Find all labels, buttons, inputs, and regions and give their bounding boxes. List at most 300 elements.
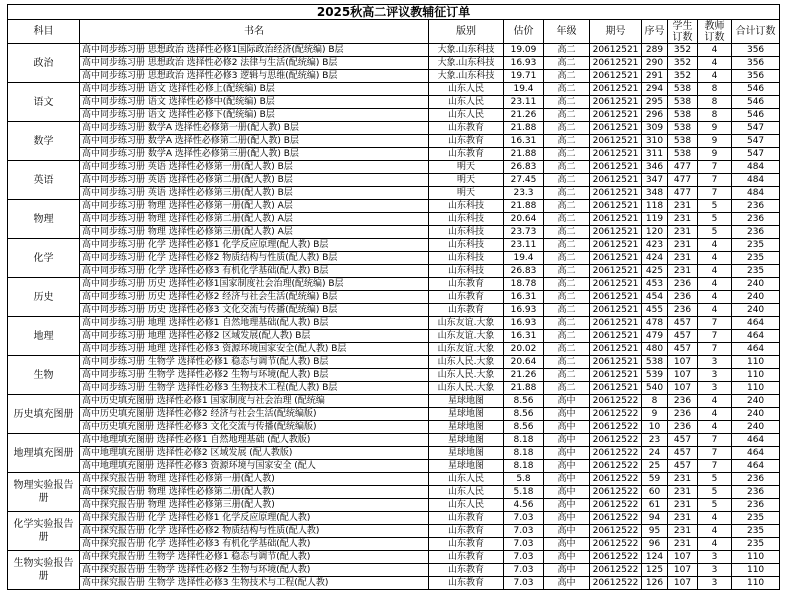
grade-cell: 高中 (544, 408, 590, 421)
book-name-cell: 高中同步练习册 化学 选择性必修3 有机化学基础(配人教) B层 (80, 265, 429, 278)
table-row (8, 356, 780, 369)
book-name-cell: 高中同步练习册 思想政治 选择性必修1国际政治经济(配统编) B层 (80, 44, 429, 57)
table-row (8, 499, 780, 512)
issue-no-cell: 20612521 (590, 70, 642, 83)
table-row (8, 473, 780, 486)
grade-cell: 高中 (544, 421, 590, 434)
total-orders-cell: 110 (732, 382, 780, 395)
header-row (8, 20, 780, 44)
price-cell: 23.11 (504, 239, 544, 252)
total-orders-cell: 240 (732, 278, 780, 291)
seq-cell: 480 (642, 343, 668, 356)
total-orders-cell: 484 (732, 161, 780, 174)
issue-no-cell: 20612522 (590, 538, 642, 551)
edition-cell: 大象.山东科技 (429, 44, 504, 57)
student-orders-cell: 231 (668, 538, 698, 551)
seq-cell: 289 (642, 44, 668, 57)
grade-cell: 高二 (544, 96, 590, 109)
teacher-orders-cell: 7 (698, 330, 732, 343)
student-orders-cell: 231 (668, 200, 698, 213)
table-row (8, 564, 780, 577)
student-orders-cell: 236 (668, 408, 698, 421)
price-cell: 16.93 (504, 317, 544, 330)
seq-cell: 309 (642, 122, 668, 135)
subject-cell: 历史 (8, 278, 80, 317)
total-orders-cell: 235 (732, 525, 780, 538)
seq-cell: 61 (642, 499, 668, 512)
seq-cell: 424 (642, 252, 668, 265)
header-grade: 年级 (544, 20, 590, 44)
table-row (8, 304, 780, 317)
issue-no-cell: 20612522 (590, 473, 642, 486)
price-cell: 5.8 (504, 473, 544, 486)
grade-cell: 高二 (544, 278, 590, 291)
edition-cell: 山东科技 (429, 200, 504, 213)
student-orders-cell: 457 (668, 447, 698, 460)
subject-cell: 地理填充图册 (8, 434, 80, 473)
grade-cell: 高二 (544, 291, 590, 304)
grade-cell: 高二 (544, 213, 590, 226)
edition-cell: 山东人民.大象 (429, 356, 504, 369)
seq-cell: 540 (642, 382, 668, 395)
seq-cell: 96 (642, 538, 668, 551)
table-row (8, 70, 780, 83)
table-row (8, 226, 780, 239)
table-row (8, 551, 780, 564)
student-orders-cell: 477 (668, 161, 698, 174)
student-orders-cell: 457 (668, 460, 698, 473)
price-cell: 20.64 (504, 356, 544, 369)
issue-no-cell: 20612521 (590, 187, 642, 200)
grade-cell: 高中 (544, 460, 590, 473)
edition-cell: 山东科技 (429, 226, 504, 239)
issue-no-cell: 20612522 (590, 577, 642, 590)
teacher-orders-cell: 4 (698, 304, 732, 317)
teacher-orders-cell: 9 (698, 135, 732, 148)
price-cell: 21.88 (504, 122, 544, 135)
issue-no-cell: 20612521 (590, 174, 642, 187)
issue-no-cell: 20612522 (590, 447, 642, 460)
table-row (8, 382, 780, 395)
seq-cell: 120 (642, 226, 668, 239)
teacher-orders-cell: 3 (698, 369, 732, 382)
seq-cell: 24 (642, 447, 668, 460)
price-cell: 16.93 (504, 57, 544, 70)
seq-cell: 95 (642, 525, 668, 538)
total-orders-cell: 235 (732, 239, 780, 252)
issue-no-cell: 20612521 (590, 96, 642, 109)
teacher-orders-cell: 4 (698, 239, 732, 252)
book-name-cell: 高中同步练习册 语文 选择性必修中(配统编) B层 (80, 96, 429, 109)
price-cell: 7.03 (504, 525, 544, 538)
student-orders-cell: 457 (668, 434, 698, 447)
price-cell: 21.88 (504, 148, 544, 161)
total-orders-cell: 240 (732, 304, 780, 317)
edition-cell: 山东友谊.大象 (429, 330, 504, 343)
seq-cell: 291 (642, 70, 668, 83)
header-seq: 序号 (642, 20, 668, 44)
issue-no-cell: 20612522 (590, 512, 642, 525)
teacher-orders-cell: 3 (698, 382, 732, 395)
grade-cell: 高二 (544, 57, 590, 70)
book-name-cell: 高中同步练习册 英语 选择性必修第一册(配人教) B层 (80, 161, 429, 174)
edition-cell: 山东人民 (429, 499, 504, 512)
grade-cell: 高二 (544, 83, 590, 96)
subject-cell: 数学 (8, 122, 80, 161)
edition-cell: 星球地图 (429, 408, 504, 421)
seq-cell: 10 (642, 421, 668, 434)
seq-cell: 346 (642, 161, 668, 174)
issue-no-cell: 20612521 (590, 226, 642, 239)
total-orders-cell: 236 (732, 226, 780, 239)
seq-cell: 423 (642, 239, 668, 252)
issue-no-cell: 20612521 (590, 382, 642, 395)
total-orders-cell: 110 (732, 369, 780, 382)
table-row (8, 187, 780, 200)
issue-no-cell: 20612521 (590, 44, 642, 57)
edition-cell: 山东教育 (429, 278, 504, 291)
table-row (8, 252, 780, 265)
total-orders-cell: 546 (732, 83, 780, 96)
teacher-orders-cell: 5 (698, 473, 732, 486)
total-orders-cell: 110 (732, 356, 780, 369)
teacher-orders-cell: 7 (698, 317, 732, 330)
total-orders-cell: 546 (732, 96, 780, 109)
price-cell: 21.26 (504, 109, 544, 122)
book-name-cell: 高中同步练习册 化学 选择性必修2 物质结构与性质(配人教) B层 (80, 252, 429, 265)
price-cell: 27.45 (504, 174, 544, 187)
grade-cell: 高二 (544, 356, 590, 369)
price-cell: 5.18 (504, 486, 544, 499)
edition-cell: 星球地图 (429, 421, 504, 434)
issue-no-cell: 20612522 (590, 564, 642, 577)
price-cell: 20.02 (504, 343, 544, 356)
grade-cell: 高中 (544, 538, 590, 551)
table-row (8, 96, 780, 109)
price-cell: 7.03 (504, 577, 544, 590)
total-orders-cell: 484 (732, 174, 780, 187)
seq-cell: 311 (642, 148, 668, 161)
table-row (8, 109, 780, 122)
price-cell: 21.26 (504, 369, 544, 382)
student-orders-cell: 231 (668, 265, 698, 278)
total-orders-cell: 547 (732, 135, 780, 148)
edition-cell: 山东人民 (429, 109, 504, 122)
subject-cell: 生物实验报告册 (8, 551, 80, 590)
grade-cell: 高中 (544, 447, 590, 460)
price-cell: 19.71 (504, 70, 544, 83)
book-name-cell: 高中同步练习册 化学 选择性必修1 化学反应原理(配人教) B层 (80, 239, 429, 252)
seq-cell: 59 (642, 473, 668, 486)
edition-cell: 明天 (429, 161, 504, 174)
grade-cell: 高二 (544, 304, 590, 317)
order-sheet (7, 4, 779, 590)
teacher-orders-cell: 4 (698, 57, 732, 70)
table-row (8, 200, 780, 213)
edition-cell: 山东教育 (429, 135, 504, 148)
issue-no-cell: 20612522 (590, 460, 642, 473)
edition-cell: 山东友谊.大象 (429, 317, 504, 330)
book-name-cell: 高中同步练习册 语文 选择性必修下(配统编) B层 (80, 109, 429, 122)
price-cell: 16.31 (504, 330, 544, 343)
student-orders-cell: 538 (668, 122, 698, 135)
table-row (8, 44, 780, 57)
price-cell: 16.31 (504, 135, 544, 148)
book-name-cell: 高中同步练习册 英语 选择性必修第二册(配人教) B层 (80, 174, 429, 187)
teacher-orders-cell: 8 (698, 109, 732, 122)
table-row (8, 434, 780, 447)
table-row (8, 83, 780, 96)
issue-no-cell: 20612521 (590, 304, 642, 317)
student-orders-cell: 231 (668, 226, 698, 239)
table-row (8, 265, 780, 278)
teacher-orders-cell: 4 (698, 44, 732, 57)
edition-cell: 山东人民 (429, 96, 504, 109)
book-name-cell: 高中同步练习册 物理 选择性必修第一册(配人教) A层 (80, 200, 429, 213)
teacher-orders-cell: 8 (698, 96, 732, 109)
book-name-cell: 高中地理填充图册 选择性必修3 资源环境与国家安全 (配人 (80, 460, 429, 473)
seq-cell: 294 (642, 83, 668, 96)
price-cell: 21.88 (504, 382, 544, 395)
teacher-orders-cell: 3 (698, 551, 732, 564)
issue-no-cell: 20612521 (590, 148, 642, 161)
issue-no-cell: 20612522 (590, 551, 642, 564)
grade-cell: 高二 (544, 330, 590, 343)
price-cell: 8.56 (504, 395, 544, 408)
grade-cell: 高中 (544, 395, 590, 408)
issue-no-cell: 20612522 (590, 486, 642, 499)
grade-cell: 高二 (544, 148, 590, 161)
issue-no-cell: 20612521 (590, 369, 642, 382)
total-orders-cell: 240 (732, 408, 780, 421)
book-name-cell: 高中同步练习册 历史 选择性必修3 文化交流与传播(配统编) B层 (80, 304, 429, 317)
book-name-cell: 高中同步练习册 英语 选择性必修第三册(配人教) B层 (80, 187, 429, 200)
header-subject: 科目 (8, 20, 80, 44)
price-cell: 16.93 (504, 304, 544, 317)
edition-cell: 山东教育 (429, 564, 504, 577)
book-name-cell: 高中同步练习册 地理 选择性必修3 资源环境国家安全(配人教) B层 (80, 343, 429, 356)
edition-cell: 星球地图 (429, 460, 504, 473)
edition-cell: 山东教育 (429, 577, 504, 590)
price-cell: 8.56 (504, 408, 544, 421)
grade-cell: 高中 (544, 486, 590, 499)
student-orders-cell: 107 (668, 356, 698, 369)
book-name-cell: 高中探究报告册 物理 选择性必修第二册(配人教) (80, 486, 429, 499)
table-row (8, 57, 780, 70)
grade-cell: 高中 (544, 525, 590, 538)
subject-cell: 物理 (8, 200, 80, 239)
price-cell: 4.56 (504, 499, 544, 512)
total-orders-cell: 110 (732, 564, 780, 577)
subject-cell: 地理 (8, 317, 80, 356)
student-orders-cell: 236 (668, 278, 698, 291)
price-cell: 16.31 (504, 291, 544, 304)
issue-no-cell: 20612521 (590, 252, 642, 265)
total-orders-cell: 484 (732, 187, 780, 200)
book-name-cell: 高中探究报告册 生物学 选择性必修1 稳态与调节(配人教) (80, 551, 429, 564)
table-row (8, 330, 780, 343)
teacher-orders-cell: 4 (698, 265, 732, 278)
student-orders-cell: 352 (668, 57, 698, 70)
book-name-cell: 高中同步练习册 数学A 选择性必修第三册(配人教) B层 (80, 148, 429, 161)
teacher-orders-cell: 5 (698, 499, 732, 512)
grade-cell: 高中 (544, 564, 590, 577)
student-orders-cell: 231 (668, 239, 698, 252)
book-name-cell: 高中同步练习册 历史 选择性必修2 经济与社会生活(配统编) B层 (80, 291, 429, 304)
grade-cell: 高中 (544, 551, 590, 564)
edition-cell: 山东教育 (429, 538, 504, 551)
table-row (8, 278, 780, 291)
seq-cell: 9 (642, 408, 668, 421)
price-cell: 7.03 (504, 551, 544, 564)
issue-no-cell: 20612522 (590, 499, 642, 512)
student-orders-cell: 352 (668, 70, 698, 83)
edition-cell: 山东教育 (429, 148, 504, 161)
table-row (8, 538, 780, 551)
seq-cell: 296 (642, 109, 668, 122)
teacher-orders-cell: 7 (698, 187, 732, 200)
book-name-cell: 高中同步练习册 思想政治 选择性必修3 逻辑与思维(配统编) B层 (80, 70, 429, 83)
issue-no-cell: 20612521 (590, 122, 642, 135)
book-name-cell: 高中同步练习册 物理 选择性必修第二册(配人教) A层 (80, 213, 429, 226)
book-name-cell: 高中同步练习册 语文 选择性必修上(配统编) B层 (80, 83, 429, 96)
seq-cell: 347 (642, 174, 668, 187)
header-book-name: 书名 (80, 20, 429, 44)
book-name-cell: 高中历史填充图册 选择性必修2 经济与社会生活(配统编版) (80, 408, 429, 421)
issue-no-cell: 20612521 (590, 200, 642, 213)
grade-cell: 高二 (544, 239, 590, 252)
teacher-orders-cell: 5 (698, 213, 732, 226)
issue-no-cell: 20612521 (590, 291, 642, 304)
grade-cell: 高二 (544, 174, 590, 187)
teacher-orders-cell: 3 (698, 356, 732, 369)
total-orders-cell: 356 (732, 70, 780, 83)
grade-cell: 高二 (544, 382, 590, 395)
seq-cell: 290 (642, 57, 668, 70)
price-cell: 23.3 (504, 187, 544, 200)
teacher-orders-cell: 4 (698, 70, 732, 83)
total-orders-cell: 110 (732, 577, 780, 590)
book-name-cell: 高中历史填充图册 选择性必修1 国家制度与社会治理 (配统编 (80, 395, 429, 408)
student-orders-cell: 457 (668, 343, 698, 356)
book-name-cell: 高中同步练习册 生物学 选择性必修2 生物与环境(配人教) B层 (80, 369, 429, 382)
grade-cell: 高二 (544, 135, 590, 148)
issue-no-cell: 20612521 (590, 213, 642, 226)
teacher-orders-cell: 5 (698, 200, 732, 213)
seq-cell: 94 (642, 512, 668, 525)
book-name-cell: 高中同步练习册 物理 选择性必修第三册(配人教) A层 (80, 226, 429, 239)
total-orders-cell: 547 (732, 148, 780, 161)
edition-cell: 山东科技 (429, 239, 504, 252)
student-orders-cell: 352 (668, 44, 698, 57)
total-orders-cell: 546 (732, 109, 780, 122)
seq-cell: 539 (642, 369, 668, 382)
table-row (8, 148, 780, 161)
total-orders-cell: 240 (732, 291, 780, 304)
price-cell: 8.18 (504, 447, 544, 460)
book-name-cell: 高中地理填充图册 选择性必修1 自然地理基础 (配人教版) (80, 434, 429, 447)
edition-cell: 山东科技 (429, 265, 504, 278)
price-cell: 26.83 (504, 161, 544, 174)
edition-cell: 山东教育 (429, 512, 504, 525)
book-name-cell: 高中同步练习册 生物学 选择性必修3 生物技术工程(配人教) B层 (80, 382, 429, 395)
grade-cell: 高二 (544, 109, 590, 122)
book-name-cell: 高中同步练习册 生物学 选择性必修1 稳态与调节(配人教) B层 (80, 356, 429, 369)
seq-cell: 454 (642, 291, 668, 304)
seq-cell: 425 (642, 265, 668, 278)
grade-cell: 高二 (544, 265, 590, 278)
price-cell: 19.4 (504, 252, 544, 265)
total-orders-cell: 235 (732, 538, 780, 551)
subject-cell: 政治 (8, 44, 80, 83)
table-row (8, 369, 780, 382)
teacher-orders-cell: 4 (698, 278, 732, 291)
student-orders-cell: 107 (668, 551, 698, 564)
seq-cell: 60 (642, 486, 668, 499)
table-row (8, 291, 780, 304)
student-orders-cell: 538 (668, 109, 698, 122)
student-orders-cell: 107 (668, 382, 698, 395)
teacher-orders-cell: 9 (698, 148, 732, 161)
seq-cell: 119 (642, 213, 668, 226)
seq-cell: 478 (642, 317, 668, 330)
total-orders-cell: 464 (732, 343, 780, 356)
student-orders-cell: 236 (668, 304, 698, 317)
book-name-cell: 高中同步练习册 历史 选择性必修1国家制度社会治理(配统编) B层 (80, 278, 429, 291)
book-name-cell: 高中探究报告册 生物学 选择性必修3 生物技术与工程(配人教) (80, 577, 429, 590)
table-row (8, 460, 780, 473)
teacher-orders-cell: 3 (698, 577, 732, 590)
issue-no-cell: 20612521 (590, 317, 642, 330)
grade-cell: 高中 (544, 499, 590, 512)
subject-cell: 历史填充图册 (8, 395, 80, 434)
grade-cell: 高二 (544, 317, 590, 330)
seq-cell: 310 (642, 135, 668, 148)
student-orders-cell: 107 (668, 369, 698, 382)
student-orders-cell: 477 (668, 187, 698, 200)
total-orders-cell: 547 (732, 122, 780, 135)
edition-cell: 大象.山东科技 (429, 70, 504, 83)
teacher-orders-cell: 7 (698, 460, 732, 473)
table-row (8, 512, 780, 525)
student-orders-cell: 477 (668, 174, 698, 187)
issue-no-cell: 20612521 (590, 57, 642, 70)
header-edition: 版别 (429, 20, 504, 44)
teacher-orders-cell: 4 (698, 395, 732, 408)
teacher-orders-cell: 8 (698, 83, 732, 96)
total-orders-cell: 235 (732, 512, 780, 525)
issue-no-cell: 20612521 (590, 356, 642, 369)
subject-cell: 化学实验报告册 (8, 512, 80, 551)
teacher-orders-cell: 4 (698, 408, 732, 421)
total-orders-cell: 464 (732, 434, 780, 447)
grade-cell: 高中 (544, 473, 590, 486)
table-row (8, 135, 780, 148)
price-cell: 7.03 (504, 564, 544, 577)
edition-cell: 山东人民 (429, 83, 504, 96)
student-orders-cell: 231 (668, 525, 698, 538)
price-cell: 19.4 (504, 83, 544, 96)
student-orders-cell: 538 (668, 83, 698, 96)
teacher-orders-cell: 4 (698, 538, 732, 551)
sheet-title: 2025秋高二评议教辅征订单 (8, 5, 780, 20)
issue-no-cell: 20612522 (590, 421, 642, 434)
teacher-orders-cell: 7 (698, 434, 732, 447)
teacher-orders-cell: 4 (698, 291, 732, 304)
student-orders-cell: 107 (668, 577, 698, 590)
order-table (7, 4, 780, 590)
total-orders-cell: 464 (732, 330, 780, 343)
